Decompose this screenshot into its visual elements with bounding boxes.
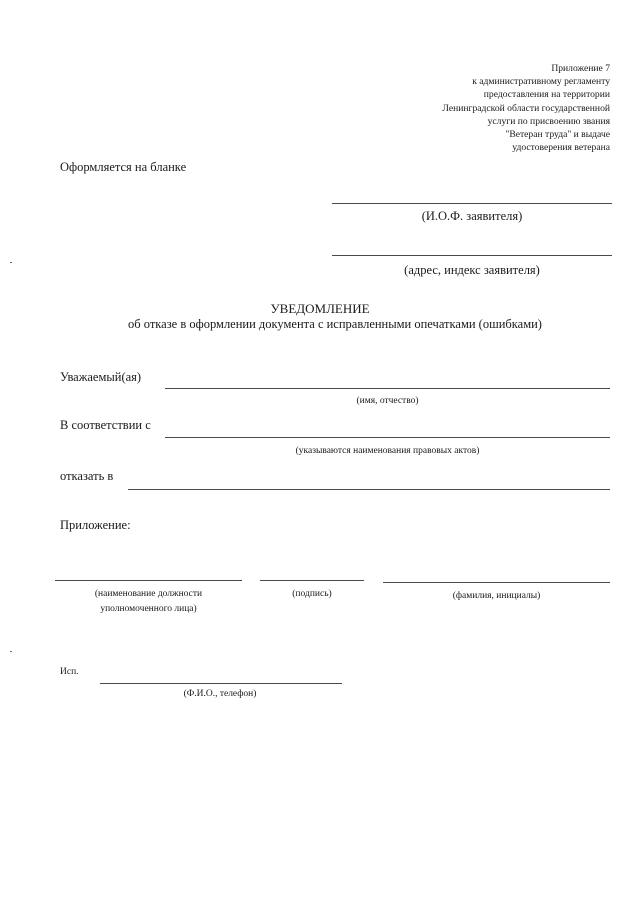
- signature-caption: (подпись): [292, 589, 332, 599]
- attachment-label: Приложение:: [60, 518, 131, 532]
- accordance-caption: (указываются наименования правовых актов): [295, 446, 480, 456]
- appendix-header: [350, 62, 610, 154]
- name-line: [383, 582, 610, 583]
- accordance-label: В соответствии с: [60, 418, 151, 432]
- position-caption-line1: (наименование должности: [94, 589, 203, 599]
- appendix-line: "Ветеран труда" и выдаче: [505, 129, 610, 141]
- appendix-line: удостоверения ветерана: [512, 142, 610, 154]
- blank-note: Оформляется на бланке: [60, 160, 187, 174]
- document-subtitle: об отказе в оформлении документа с исправленными опечатками (ошибками): [128, 317, 542, 331]
- applicant-name-line: [332, 203, 612, 204]
- dear-caption: (имя, отчество): [356, 396, 419, 406]
- executor-line: [100, 683, 342, 684]
- dear-line: [165, 388, 610, 389]
- appendix-line: к административному регламенту: [472, 76, 610, 88]
- position-caption-line2: уполномоченного лица): [100, 604, 197, 614]
- position-caption: [55, 587, 242, 617]
- applicant-address-line: [332, 255, 612, 256]
- refuse-label: отказать в: [60, 469, 114, 483]
- appendix-line: Ленинградской области государственной: [442, 102, 610, 114]
- scan-mark: [10, 262, 12, 263]
- executor-caption: (Ф.И.О., телефон): [183, 689, 257, 699]
- applicant-name-caption: (И.О.Ф. заявителя): [421, 209, 523, 223]
- appendix-line: предоставления на территории: [483, 89, 610, 101]
- name-caption: (фамилия, инициалы): [452, 591, 541, 601]
- executor-label: Исп.: [60, 667, 79, 677]
- appendix-line: услуги по присвоению звания: [487, 115, 610, 127]
- document-title: УВЕДОМЛЕНИЕ: [270, 301, 370, 316]
- refuse-line: [128, 489, 610, 490]
- accordance-line: [165, 437, 610, 438]
- applicant-address-caption: (адрес, индекс заявителя): [404, 263, 540, 277]
- appendix-line: Приложение 7: [551, 63, 610, 74]
- dear-label: Уважаемый(ая): [60, 370, 142, 384]
- position-line: [55, 580, 242, 581]
- scan-mark: [10, 651, 12, 652]
- signature-line: [260, 580, 364, 581]
